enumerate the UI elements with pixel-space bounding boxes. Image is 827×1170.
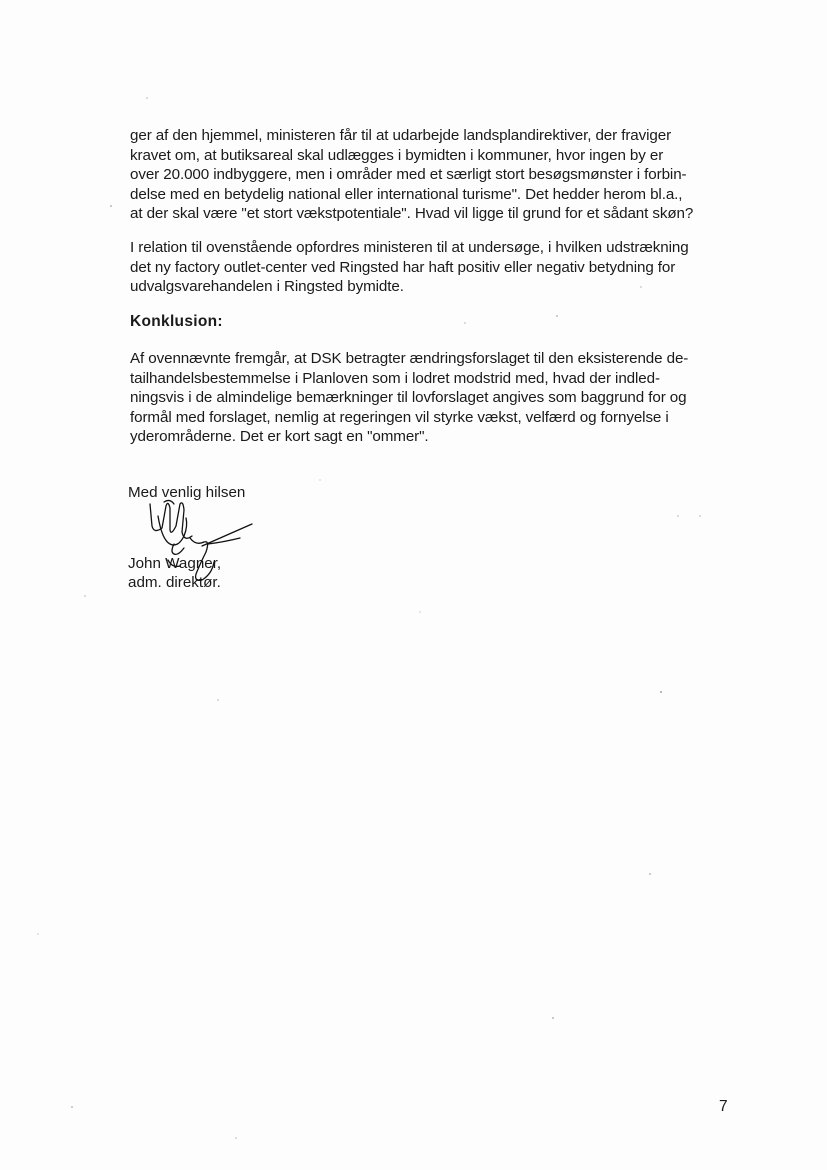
- paragraph-1: [130, 126, 740, 224]
- paragraph-1-line: delse med en betydelig national eller international turisme". Det hedder herom bl.a.,: [130, 185, 683, 203]
- signatory-title: adm. direktør.: [128, 574, 221, 591]
- paragraph-3: [130, 349, 740, 447]
- paragraph-2: [130, 238, 740, 297]
- paragraph-1-line: ger af den hjemmel, ministeren får til at udarbejde landsplandirektiver, der fraviger: [130, 127, 672, 144]
- paragraph-3-line: tailhandelsbestemmelse i Planloven som i lodret modstrid med, hvad der indled-: [130, 369, 660, 387]
- page-number: 7: [719, 1098, 728, 1115]
- paragraph-1-line: over 20.000 indbyggere, men i områder med et særligt stort besøgsmønster i forbin-: [130, 166, 687, 184]
- paragraph-3-line: Af ovennævnte fremgår, at DSK betragter ændringsforslaget til den eksisterende de-: [130, 350, 689, 367]
- paragraph-2-line: I relation til ovenstående opfordres ministeren til at undersøge, i hvilken udstrækning: [130, 239, 689, 256]
- paragraph-2-line: det ny factory outlet-center ved Ringsted har haft positiv eller negativ betydning for: [130, 258, 676, 276]
- paragraph-3-line: yderområderne. Det er kort sagt en "ommer".: [130, 428, 429, 446]
- conclusion-heading: Konklusion:: [130, 313, 223, 330]
- handwritten-signature: [140, 496, 260, 596]
- paragraph-1-line: kravet om, at butiksareal skal udlægges i bymidten i kommuner, hvor ingen by er: [130, 146, 664, 164]
- paragraph-3-line: formål med forslaget, nemlig at regeringen vil styrke vækst, velfærd og fornyelse i: [130, 408, 669, 426]
- paragraph-1-line: at der skal være "et stort vækstpotentiale". Hvad vil ligge til grund for et sådant skøn?: [130, 205, 694, 223]
- paragraph-3-line: ningsvis i de almindelige bemærkninger til lovforslaget angives som baggrund for og: [130, 389, 687, 407]
- paragraph-2-line: udvalgsvarehandelen i Ringsted bymidte.: [130, 278, 404, 296]
- signatory-name: John Wagner,: [128, 555, 222, 572]
- closing-salutation: Med venlig hilsen: [128, 484, 246, 501]
